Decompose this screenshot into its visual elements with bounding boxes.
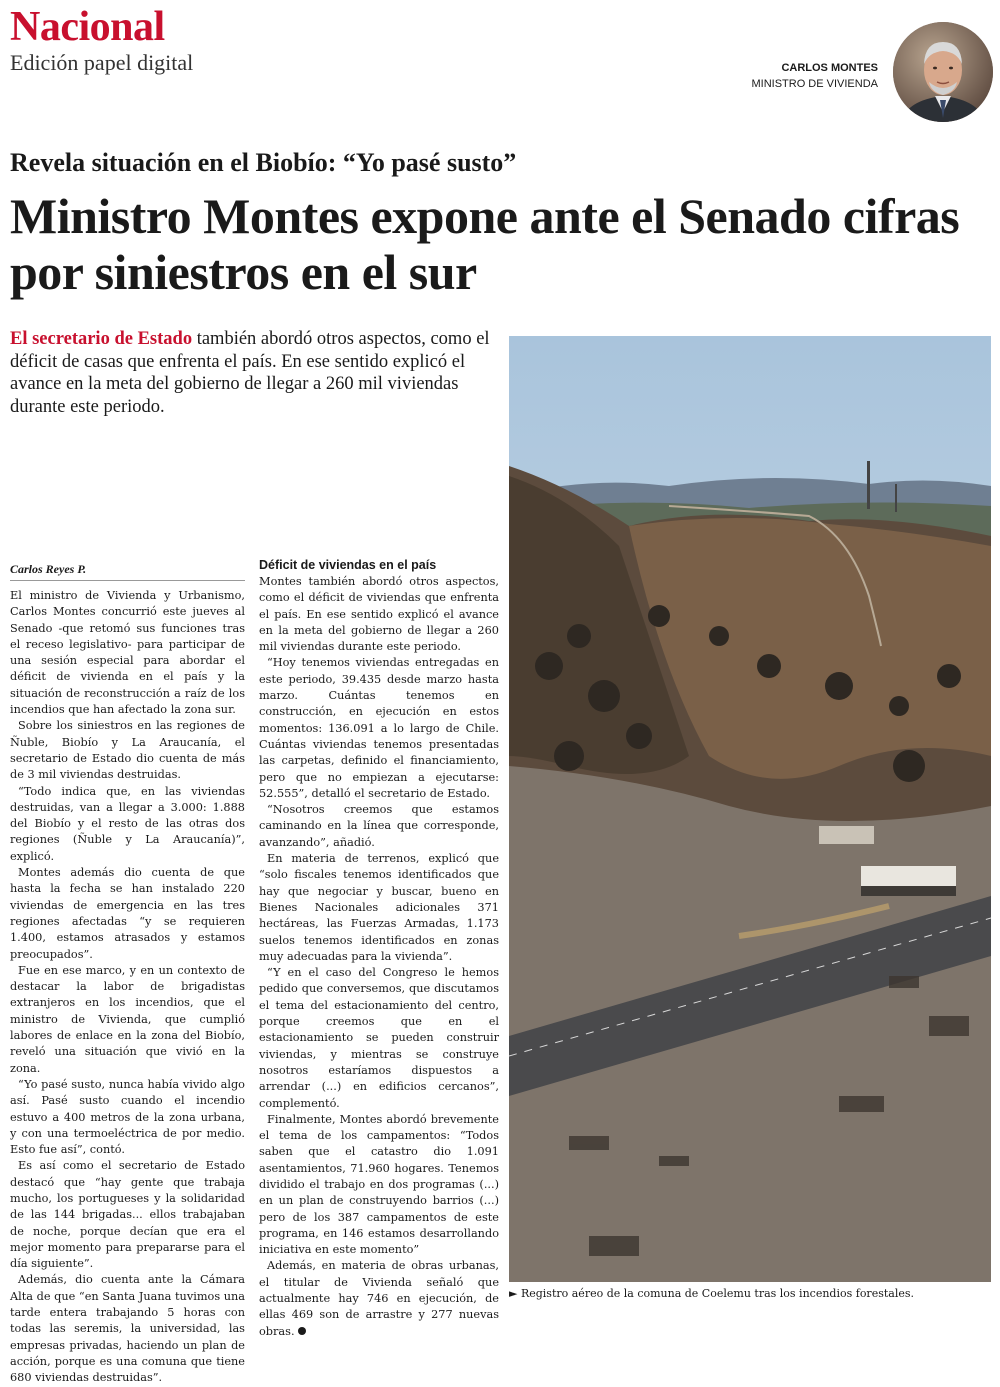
section-subhead: Déficit de viviendas en el país: [259, 558, 437, 572]
person-role: MINISTRO DE VIVIENDA: [751, 78, 878, 90]
minister-portrait: [893, 22, 993, 122]
person-name: CARLOS MONTES: [781, 62, 878, 74]
paragraph: Fue en ese marco, y en un contexto de destacar la labor de brigadistas extranjeros en los incendios, que el ministro de Vivienda, que cumplió labores de enlace en la zona del Biobío, reveló una situación que vivió en la zona.: [10, 963, 245, 1075]
paragraph: “Y en el caso del Congreso le hemos pedido que conversemos, que discutamos el tema del estacionamiento del centro, porque creemos que en el estacionamiento se pueden construir viviendas, y mientras se construye nosotros estaríamos dispuestos a arrendar (...) en edificios cercanos”, complementó.: [259, 966, 499, 1110]
paragraph: Sobre los siniestros en las regiones de Ñuble, Biobío y La Araucanía, el secretario de Estado dio cuenta de más de 3 mil viviendas destruidas.: [10, 719, 245, 782]
byline: Carlos Reyes P.: [10, 562, 87, 576]
edition-label: Edición papel digital: [10, 50, 194, 75]
photo-caption: ► Registro aéreo de la comuna de Coelemu tras los incendios forestales.: [509, 1287, 914, 1300]
paragraph: El ministro de Vivienda y Urbanismo, Carlos Montes concurrió este jueves al Senado -que retomó sus funciones tras el receso legislativo- para participar de una sesión especial para abordar el déficit de vivienda en el país y la situación de reconstrucción a raíz de los incendios que han afectado la zona sur.: [10, 589, 245, 717]
article-lede: [10, 328, 495, 418]
end-of-article-icon: [298, 1327, 306, 1335]
paragraph-text: Además, en materia de obras urbanas, el titular de Vivienda señaló que actualmente hay 746 en ejecución, de ellas 469 son de arrastre y 277 nuevas obras.: [259, 1259, 499, 1338]
lede-lead: El secretario de Estado: [10, 329, 193, 349]
paragraph: Finalmente, Montes abordó brevemente el tema de los campamentos: “Todos saben que el catastro dio 1.091 asentamientos, 71.960 hogares. Tenemos dividido el trabajo en dos programas (...) en un plan de construyendo barrios (...) pero de los 387 campamentos de este programa, en 146 estamos desarrollando iniciativa en este momento”: [259, 1112, 499, 1257]
article-column-2: [259, 574, 499, 1340]
paragraph: [259, 1258, 499, 1339]
paragraph: “Nosotros creemos que estamos caminando en la línea que corresponde, avanzando”, añadió.: [259, 803, 499, 849]
paragraph: “Hoy tenemos viviendas entregadas en este periodo, 39.435 desde marzo hasta marzo. Cuántas tenemos en construcción, en ejecución en estos momentos: 136.091 a lo largo de Chile. Cuántas viviendas tenemos presentadas las carpetas, definido el financiamiento, pero que no empiezan a ejecutarse: 52.555”, detalló el secretario de Estado.: [259, 656, 499, 800]
byline-rule: [10, 580, 245, 581]
paragraph: “Yo pasé susto, nunca había vivido algo así. Pasé susto cuando el incendio estuvo a 400 metros de la zona urbana, y con una termoeléctrica de por medio. Esto fue así”, contó.: [10, 1077, 245, 1157]
paragraph: Además, dio cuenta ante la Cámara Alta de que “en Santa Juana tuvimos una tarde entera trabajando 5 horas con todas las seremis, la universidad, las empresas privadas, haciendo un plan de acción, porque es una comuna que tiene 680 viviendas destruidas”.: [10, 1273, 246, 1385]
article-headline: Ministro Montes expone ante el Senado cifras por siniestros en el sur: [10, 188, 960, 300]
article-column-1: [10, 588, 245, 1387]
paragraph: Montes también abordó otros aspectos, como el déficit de viviendas que enfrenta el país. En ese sentido explicó el avance en la meta del gobierno de llegar a 260 mil viviendas durante este periodo.: [259, 575, 499, 654]
paragraph: Montes además dio cuenta de que hasta la fecha se han instalado 220 viviendas de emergencia en las tres regiones afectadas “y se requieren 1.400, estamos atrasados y estamos preocupados”.: [10, 866, 245, 961]
portrait-illustration: [893, 22, 993, 122]
paragraph: En materia de terrenos, explicó que “solo fiscales tenemos identificados que hay que negociar y buscar, bueno en Bienes Nacionales adicionales 371 hectáreas, las Fuerzas Armadas, 1.173 suelos tenemos identificados en zonas muy adecuadas para la vivienda”.: [259, 852, 499, 963]
paragraph: Es así como el secretario de Estado destacó que “hay gente que trabaja mucho, los portugueses y la solidaridad de las 144 brigadas... ellos trabajaban de noche, porque decían que era el mejor momento para prepararse para el día siguiente”.: [10, 1159, 245, 1271]
aerial-photo-illustration: [509, 336, 991, 1282]
paragraph: “Todo indica que, en las viviendas destruidas, van a llegar a 3.000: 1.888 del Biobío y el resto de las otras dos regiones (Ñuble y La Araucanía)”, explicó.: [10, 784, 245, 863]
article-kicker: Revela situación en el Biobío: “Yo pasé susto”: [10, 148, 517, 177]
lede-rest: también abordó otros aspectos, como el déficit de casas que enfrenta el país. En ese sentido explicó el avance en la meta del gobierno de llegar a 260 mil viviendas durante este periodo.: [10, 329, 490, 417]
section-title: Nacional: [10, 4, 165, 50]
aerial-photo: [509, 336, 991, 1282]
